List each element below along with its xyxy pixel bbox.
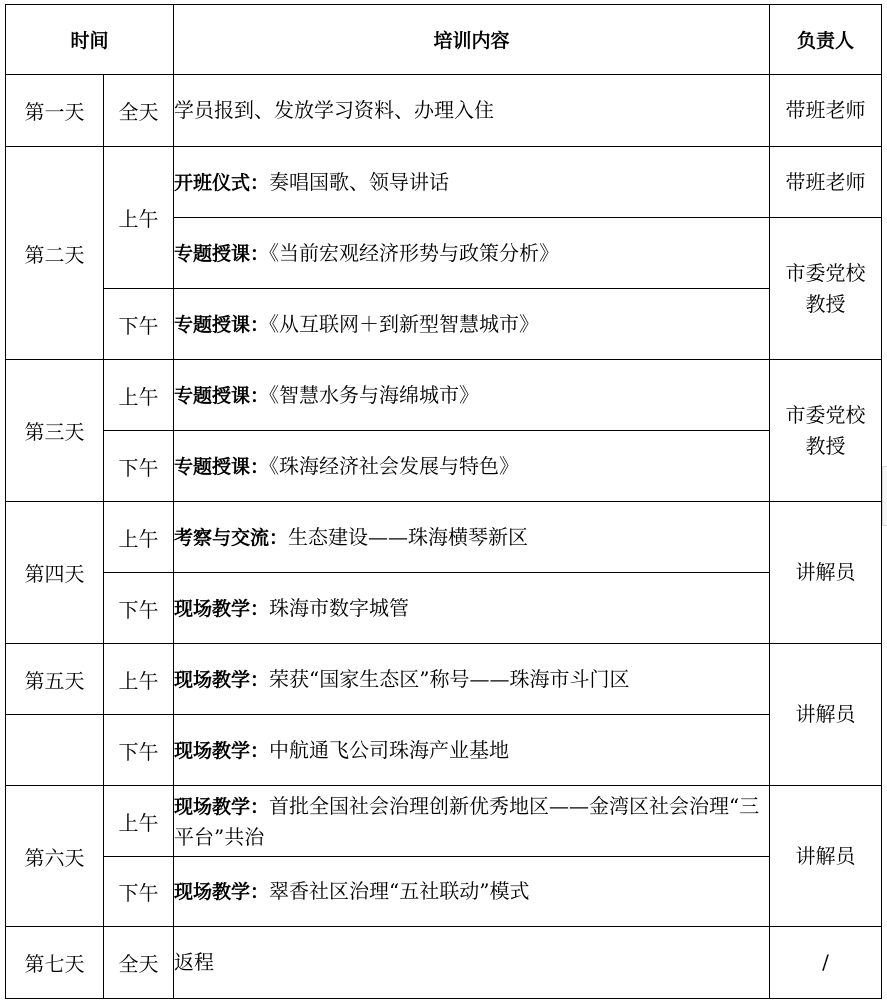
content-cell [174, 857, 770, 927]
owner-cell: 讲解员 [770, 644, 882, 786]
owner-cell: 讲解员 [770, 502, 882, 644]
period-cell: 全天 [104, 75, 174, 147]
content-cell [174, 289, 770, 360]
content-label: 专题授课： [174, 455, 270, 478]
day-cell-empty [6, 715, 104, 786]
content-text: 返程 [174, 950, 215, 974]
period-cell: 下午 [104, 715, 174, 786]
content-label: 考察与交流： [174, 526, 289, 549]
owner-line: 市委党校 [785, 260, 866, 285]
content-cell [174, 218, 770, 289]
period-cell: 上午 [104, 360, 174, 431]
content-text: 中航通飞公司珠海产业基地 [269, 737, 510, 762]
content-text: 学员报到、发放学习资料、办理入住 [174, 98, 495, 122]
content-label: 现场教学： [174, 881, 270, 903]
content-cell [174, 715, 770, 786]
day-cell: 第五天 [6, 644, 104, 715]
header-time: 时间 [6, 5, 174, 75]
content-cell [174, 147, 770, 218]
content-label: 专题授课： [174, 313, 270, 336]
period-cell: 全天 [104, 927, 174, 999]
content-text: 荣获“国家生态区”称号——珠海市斗门区 [269, 666, 630, 691]
period-cell: 下午 [104, 431, 174, 502]
header-owner: 负责人 [770, 5, 882, 75]
content-cell [174, 644, 770, 715]
table-row [6, 644, 882, 715]
table-row [6, 927, 882, 999]
table-row [6, 715, 882, 786]
table-row [6, 573, 882, 644]
period-cell: 上午 [104, 644, 174, 715]
content-label: 专题授课： [174, 242, 270, 265]
table-row [6, 147, 882, 218]
period-cell: 下午 [104, 573, 174, 644]
content-text: 生态建设——珠海横琴新区 [288, 524, 529, 549]
content-cell [174, 927, 770, 999]
table-row [6, 75, 882, 147]
content-label: 现场教学： [174, 795, 270, 818]
content-label: 专题授课： [174, 384, 270, 407]
owner-cell: 带班老师 [770, 147, 882, 218]
period-cell: 下午 [104, 289, 174, 360]
day-cell: 第四天 [6, 502, 104, 644]
header-row [6, 5, 882, 75]
content-label: 现场教学： [174, 668, 270, 691]
table-row [6, 502, 882, 573]
table-row [6, 786, 882, 857]
content-text: 珠海市数字城管 [269, 595, 410, 620]
table-row [6, 289, 882, 360]
day-cell: 第六天 [6, 786, 104, 927]
owner-cell: 带班老师 [770, 75, 882, 147]
table-row [6, 431, 882, 502]
owner-cell [770, 360, 882, 502]
content-text: 《珠海经济社会发展与特色》 [269, 453, 520, 478]
table-row [6, 857, 882, 927]
owner-cell [770, 218, 882, 360]
owner-line: 教授 [805, 433, 846, 458]
owner-cell: / [770, 927, 882, 999]
day-cell: 第二天 [6, 147, 104, 360]
content-cell [174, 786, 770, 857]
content-cell [174, 573, 770, 644]
owner-line: 市委党校 [785, 402, 866, 427]
header-content: 培训内容 [174, 5, 770, 75]
content-text: 《当前宏观经济形势与政策分析》 [269, 240, 560, 265]
period-cell: 上午 [104, 786, 174, 857]
content-text: 首批全国社会治理创新优秀地区——金湾区社会治理“三平台”共治 [174, 793, 760, 849]
owner-cell: 讲解员 [770, 786, 882, 927]
period-cell: 下午 [104, 857, 174, 927]
content-label: 开班仪式： [174, 171, 270, 194]
period-cell: 上午 [104, 147, 174, 289]
content-text: 《智慧水务与海绵城市》 [269, 382, 480, 407]
table-row [6, 360, 882, 431]
content-cell [174, 502, 770, 573]
window-edge-handle [882, 466, 887, 526]
content-text: 《从互联网＋到新型智慧城市》 [269, 311, 540, 336]
period-cell: 上午 [104, 502, 174, 573]
day-cell: 第七天 [6, 927, 104, 999]
content-cell [174, 431, 770, 502]
day-cell: 第三天 [6, 360, 104, 502]
day-cell: 第一天 [6, 75, 104, 147]
content-cell [174, 360, 770, 431]
content-label: 现场教学： [174, 739, 270, 762]
content-label: 现场教学： [174, 597, 270, 620]
training-schedule-table [5, 4, 882, 999]
owner-line: 教授 [805, 291, 846, 316]
content-cell [174, 75, 770, 147]
content-text: 翠香社区治理“五社联动”模式 [269, 879, 530, 903]
content-text: 奏唱国歌、领导讲话 [269, 169, 450, 194]
